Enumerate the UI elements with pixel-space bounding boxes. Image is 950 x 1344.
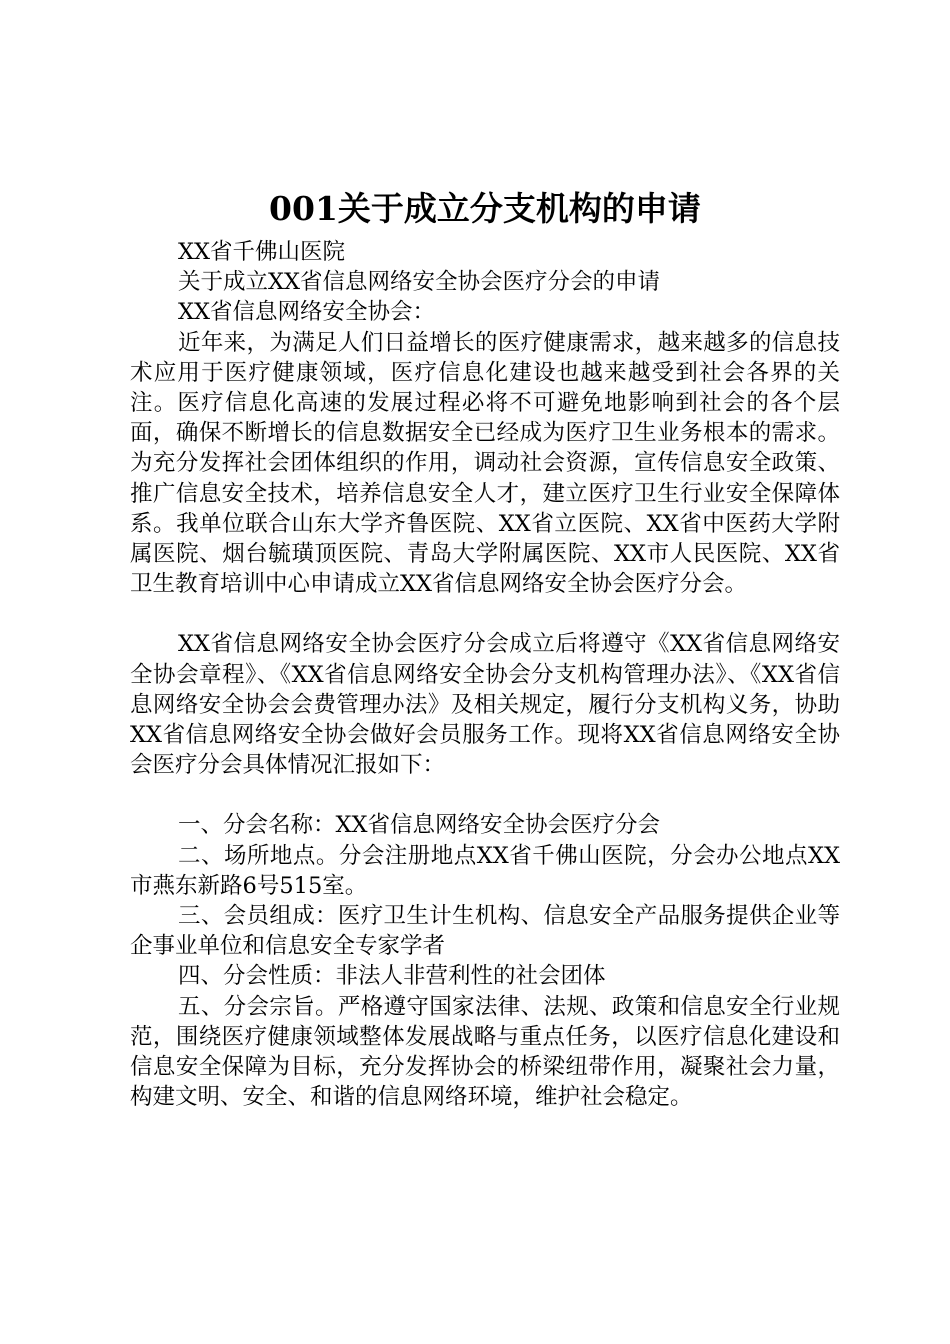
paragraph-item-nature: 四、分会性质：非法人非营利性的社会团体 [178,963,606,990]
paragraph-spacer [130,780,840,810]
paragraph-salutation: XX省信息网络安全协会： [178,299,436,326]
paragraph-background: 近年来，为满足人们日益增长的医疗健康需求，越来越多的信息技术应用于医疗健康领域，医疗信息化建设也越来越受到社会各界的关注。医疗信息化高速的发展过程必将不可避免地影响到社会的各个层面，确保不断增长的信息数据安全已经成为医疗卫生业务根本的需求。为充分发挥社会团体组织的作用，调动社会资源，宣传信息安全政策、推广信息安全技术，培养信息安全人才，建立医疗卫生行业安全保障体系。我单位联合山东大学齐鲁医院、XX省立医院、XX省中医药大学附属医院、烟台毓璜顶医院、青岛大学附属医院、XX市人民医院、XX省卫生教育培训中心申请成立XX省信息网络安全协会医疗分会。 [130,329,840,598]
paragraph-hospital-name: XX省千佛山医院 [178,239,346,265]
document-title: 001关于成立分支机构的申请 [269,189,701,228]
paragraph-item-members: 三、会员组成：医疗卫生计生机构、信息安全产品服务提供企业等企事业单位和信息安全专家学者 [130,903,840,960]
paragraph-commitment: XX省信息网络安全协会医疗分会成立后将遵守《XX省信息网络安全协会章程》、《XX省信息网络安全协会分支机构管理办法》、《XX省信息网络安全协会会费管理办法》及相关规定，履行分支机构义务，协助XX省信息网络安全协会做好会员服务工作。现将XX省信息网络安全协会医疗分会具体情况汇报如下： [130,631,840,779]
paragraph-subject: 关于成立XX省信息网络安全协会医疗分会的申请 [178,269,661,296]
paragraph-item-purpose: 五、分会宗旨。严格遵守国家法律、法规、政策和信息安全行业规范，围绕医疗健康领域整体发展战略与重点任务，以医疗信息化建设和信息安全保障为目标，充分发挥协会的桥梁纽带作用，凝聚社会力量，构建文明、安全、和谐的信息网络环境，维护社会稳定。 [130,993,840,1111]
paragraph-item-location: 二、场所地点。分会注册地点XX省千佛山医院，分会办公地点XX市燕东新路6号515室。 [130,842,840,899]
paragraph-spacer [130,599,840,629]
paragraph-item-name: 一、分会名称：XX省信息网络安全协会医疗分会 [178,812,661,839]
document-body [130,237,840,1112]
